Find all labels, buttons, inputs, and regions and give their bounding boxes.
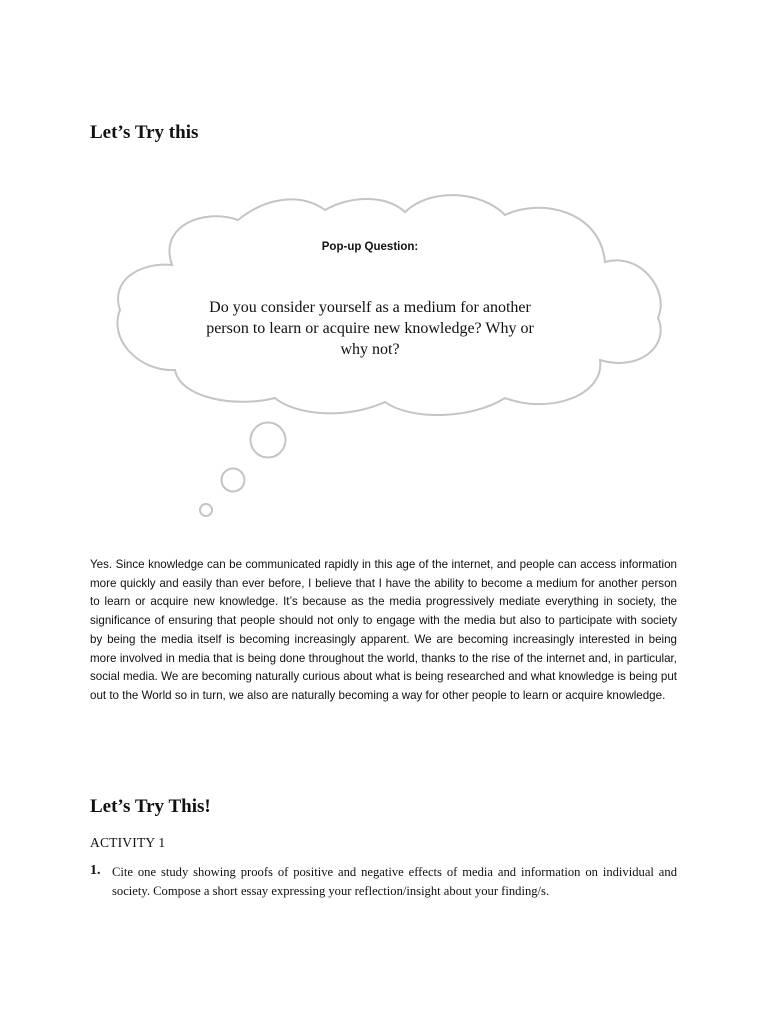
- list-item-number: 1.: [90, 863, 101, 878]
- section1-heading: Let’s Try this: [90, 122, 199, 143]
- thought-bubble-icon: [222, 469, 245, 492]
- activity-label: ACTIVITY 1: [90, 835, 166, 850]
- section2-heading: Let’s Try This!: [90, 796, 211, 817]
- list-item-text: Cite one study showing proofs of positive and negative effects of media and information on individual and society. Compose a short essay expressing your reflection/insight about your finding/s.: [112, 865, 677, 898]
- popup-question-label: Pop-up Question:: [321, 241, 419, 253]
- popup-question-text: Do you consider yourself as a medium for another person to learn or acquire new knowledge? Why or why not?: [206, 299, 534, 358]
- thought-bubble-icon: [200, 504, 212, 516]
- thought-bubble-icon: [251, 423, 286, 458]
- answer-paragraph: Yes. Since knowledge can be communicated rapidly in this age of the internet, and people can access information more quickly and easily than ever before, I believe that I have the ability to become a medium for another person to learn or acquire new knowledge. It’s because as the media progressively mediate everything in society, the significance of ensuring that people should not only to engage with the media but also to participate with society by being the media itself is becoming increasingly apparent. We are becoming increasingly interested in being more involved in media that is being done throughout the world, thanks to the rise of the internet and, in particular, social media. We are becoming naturally curious about what is being researched and what knowledge is being put out to the World so in turn, we also are naturally becoming a way for other people to learn or acquire knowledge.: [90, 558, 677, 702]
